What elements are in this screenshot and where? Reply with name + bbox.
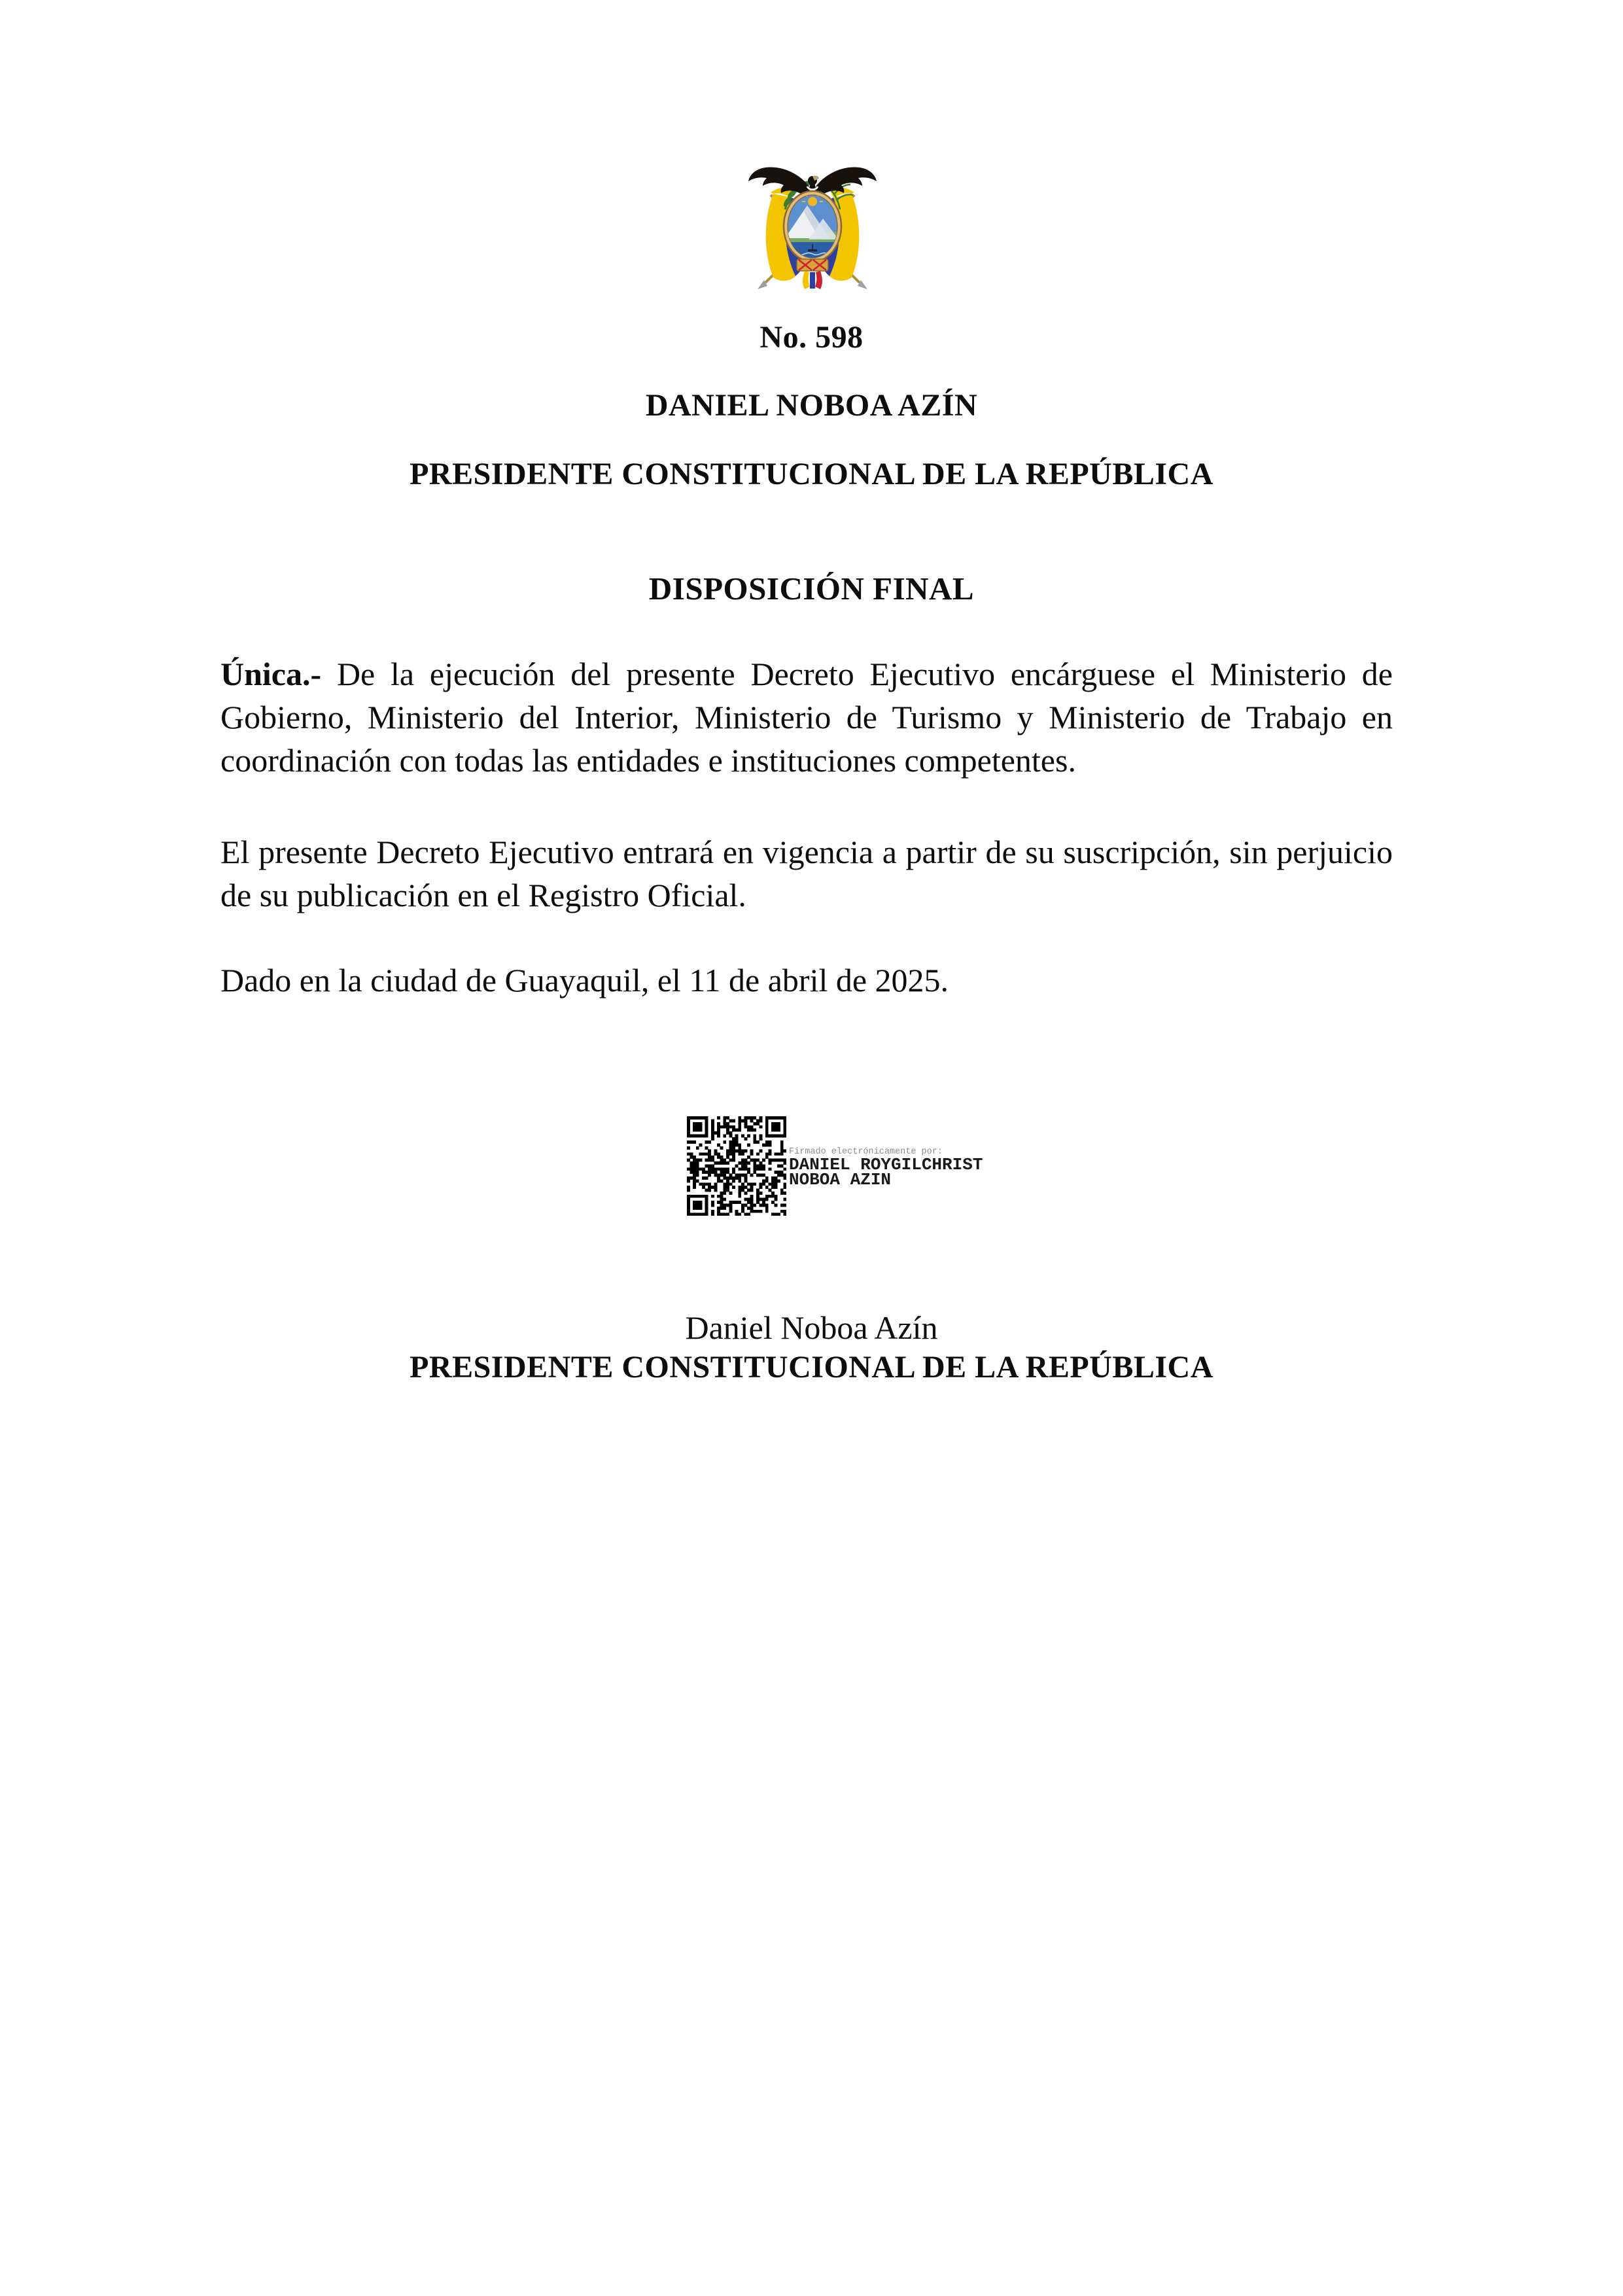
paragraph-unica-text: De la ejecución del presente Decreto Ejecutivo encárguese el Ministerio de Gobierno, Ministerio del Interior, Ministerio de Turismo y Ministerio de Trabajo en coordinación con todas las entidades e instituciones competentes. <box>220 656 1393 779</box>
ribbons <box>803 271 822 289</box>
paragraph-vigencia: El presente Decreto Ejecutivo entrará en vigencia a partir de su suscripción, sin perjuicio de su publicación en el Registro Oficial. <box>220 834 1393 913</box>
qr-code-icon <box>687 1116 786 1216</box>
signer-name: Daniel Noboa Azín <box>685 1309 938 1346</box>
paragraph-dado: Dado en la ciudad de Guayaquil, el 11 de abril de 2025. <box>220 962 949 998</box>
fasces <box>797 259 828 271</box>
paragraph-unica-label: Única.- <box>220 656 322 692</box>
electronic-signature-stamp <box>789 1146 983 1190</box>
decree-number: No. 598 <box>759 320 864 355</box>
ecuador-coat-of-arms-icon <box>744 154 881 289</box>
paragraph-unica <box>220 652 1393 782</box>
stamp-label: Firmado electrónicamente por: <box>789 1147 943 1157</box>
section-heading: DISPOSICIÓN FINAL <box>648 571 975 607</box>
author-name: DANIEL NOBOA AZÍN <box>645 388 978 423</box>
stamp-name-line2: NOBOA AZIN <box>789 1169 892 1190</box>
author-title: PRESIDENTE CONSTITUCIONAL DE LA REPÚBLICA <box>410 457 1213 491</box>
shield-oval <box>784 191 843 262</box>
signer-title: PRESIDENTE CONSTITUCIONAL DE LA REPÚBLICA <box>410 1350 1213 1385</box>
stamp-name-line1: DANIEL ROYGILCHRIST <box>789 1155 983 1174</box>
